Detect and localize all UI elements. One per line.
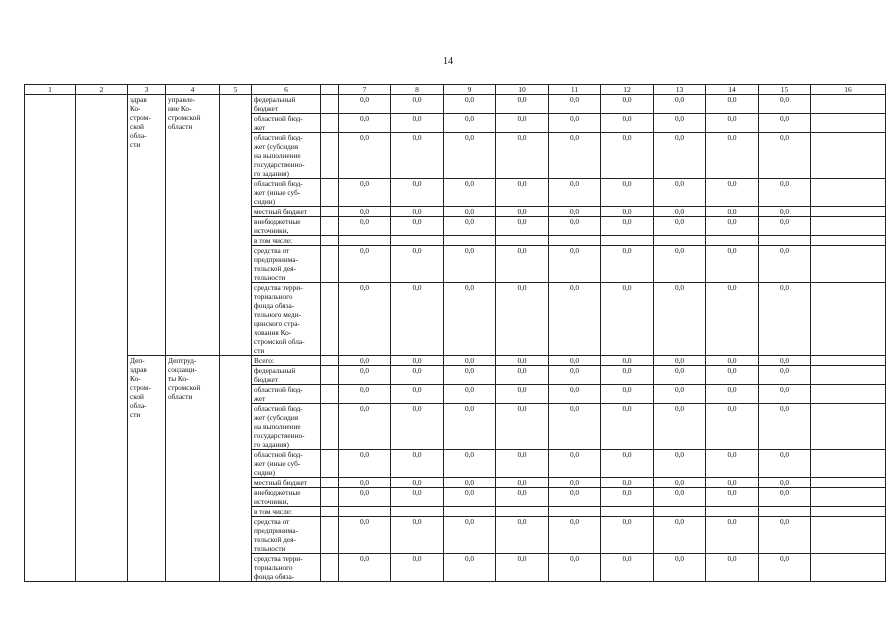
column-header: 11: [549, 85, 601, 95]
amount-cell: 0,0: [601, 114, 654, 133]
amount-cell: 0,0: [391, 95, 444, 114]
amount-cell: 0,0: [444, 283, 496, 356]
amount-cell: 0,0: [706, 450, 759, 478]
amount-cell: 0,0: [549, 246, 601, 283]
column-header: 8: [391, 85, 444, 95]
funding-source-label: областной бюд- жет (иные суб- сидии): [252, 179, 321, 207]
responsible-executor-cell: здрав Ко- стром- ской обла- сти: [128, 95, 166, 356]
amount-cell: 0,0: [706, 114, 759, 133]
amount-cell: 0,0: [601, 133, 654, 179]
spacer-cell: [321, 478, 339, 488]
spacer-cell: [321, 488, 339, 507]
amount-cell: 0,0: [601, 450, 654, 478]
amount-cell: 0,0: [444, 356, 496, 366]
co-executor-cell: Дептруд- соцзащи- ты Ко- стромской области: [166, 356, 220, 582]
amount-cell: 0,0: [339, 356, 391, 366]
amount-cell: 0,0: [706, 179, 759, 207]
budget-table: [24, 84, 886, 582]
amount-cell: 0,0: [654, 114, 706, 133]
amount-cell: 0,0: [339, 488, 391, 507]
page-number: 14: [443, 56, 453, 67]
amount-cell: 0,0: [444, 207, 496, 217]
amount-cell: 0,0: [339, 246, 391, 283]
funding-source-label: внебюджетные источники,: [252, 217, 321, 236]
amount-cell: 0,0: [759, 207, 811, 217]
col5-cell: [220, 95, 252, 356]
funding-source-label: федеральный бюджет: [252, 95, 321, 114]
column-header: 3: [128, 85, 166, 95]
col16-cell: [811, 95, 886, 114]
amount-cell: 0,0: [706, 404, 759, 450]
amount-cell: 0,0: [654, 517, 706, 554]
amount-cell: 0,0: [496, 488, 549, 507]
col16-cell: [811, 133, 886, 179]
amount-cell: 0,0: [391, 488, 444, 507]
col16-cell: [811, 507, 886, 517]
amount-cell: 0,0: [654, 356, 706, 366]
amount-cell: [601, 236, 654, 246]
column-header: 16: [811, 85, 886, 95]
amount-cell: 0,0: [654, 133, 706, 179]
spacer-cell: [321, 95, 339, 114]
amount-cell: 0,0: [601, 554, 654, 582]
amount-cell: 0,0: [759, 404, 811, 450]
amount-cell: 0,0: [496, 246, 549, 283]
col16-cell: [811, 404, 886, 450]
amount-cell: 0,0: [496, 356, 549, 366]
amount-cell: [391, 236, 444, 246]
amount-cell: 0,0: [496, 95, 549, 114]
funding-source-label: в том числе:: [252, 236, 321, 246]
amount-cell: 0,0: [601, 404, 654, 450]
amount-cell: 0,0: [391, 554, 444, 582]
amount-cell: 0,0: [549, 478, 601, 488]
amount-cell: 0,0: [339, 366, 391, 385]
amount-cell: 0,0: [339, 179, 391, 207]
col16-cell: [811, 114, 886, 133]
amount-cell: 0,0: [706, 207, 759, 217]
amount-cell: 0,0: [496, 133, 549, 179]
amount-cell: 0,0: [654, 283, 706, 356]
col16-cell: [811, 478, 886, 488]
amount-cell: [549, 507, 601, 517]
spacer-cell: [321, 517, 339, 554]
amount-cell: 0,0: [601, 283, 654, 356]
amount-cell: 0,0: [654, 478, 706, 488]
amount-cell: 0,0: [706, 488, 759, 507]
funding-source-label: местный бюджет: [252, 207, 321, 217]
amount-cell: 0,0: [706, 356, 759, 366]
amount-cell: 0,0: [496, 366, 549, 385]
funding-source-label: местный бюджет: [252, 478, 321, 488]
amount-cell: 0,0: [706, 554, 759, 582]
amount-cell: 0,0: [654, 488, 706, 507]
amount-cell: 0,0: [601, 356, 654, 366]
amount-cell: 0,0: [496, 450, 549, 478]
amount-cell: 0,0: [759, 95, 811, 114]
amount-cell: 0,0: [654, 246, 706, 283]
col2-cell: [76, 95, 128, 582]
amount-cell: 0,0: [601, 366, 654, 385]
amount-cell: 0,0: [706, 95, 759, 114]
amount-cell: 0,0: [706, 283, 759, 356]
amount-cell: 0,0: [759, 283, 811, 356]
col16-cell: [811, 450, 886, 478]
col16-cell: [811, 385, 886, 404]
amount-cell: 0,0: [444, 385, 496, 404]
column-header: 7: [339, 85, 391, 95]
amount-cell: 0,0: [444, 179, 496, 207]
amount-cell: [391, 507, 444, 517]
col16-cell: [811, 236, 886, 246]
amount-cell: 0,0: [339, 385, 391, 404]
amount-cell: 0,0: [444, 95, 496, 114]
spacer-cell: [321, 179, 339, 207]
amount-cell: 0,0: [654, 554, 706, 582]
col16-cell: [811, 366, 886, 385]
col5-cell: [220, 356, 252, 582]
amount-cell: 0,0: [339, 207, 391, 217]
spacer-cell: [321, 217, 339, 236]
amount-cell: 0,0: [391, 207, 444, 217]
amount-cell: 0,0: [759, 179, 811, 207]
amount-cell: 0,0: [496, 385, 549, 404]
funding-source-label: внебюджетные источники,: [252, 488, 321, 507]
amount-cell: [496, 507, 549, 517]
amount-cell: 0,0: [601, 217, 654, 236]
column-number-row: [25, 85, 886, 95]
col16-cell: [811, 246, 886, 283]
column-header: 9: [444, 85, 496, 95]
amount-cell: 0,0: [444, 133, 496, 179]
amount-cell: 0,0: [759, 517, 811, 554]
col16-cell: [811, 207, 886, 217]
amount-cell: 0,0: [759, 366, 811, 385]
amount-cell: 0,0: [549, 179, 601, 207]
amount-cell: 0,0: [339, 450, 391, 478]
amount-cell: 0,0: [444, 366, 496, 385]
amount-cell: 0,0: [391, 356, 444, 366]
amount-cell: 0,0: [391, 246, 444, 283]
col16-cell: [811, 283, 886, 356]
amount-cell: 0,0: [496, 478, 549, 488]
amount-cell: 0,0: [706, 478, 759, 488]
amount-cell: [601, 507, 654, 517]
amount-cell: 0,0: [496, 554, 549, 582]
co-executor-cell: управле- ние Ко- стромской области: [166, 95, 220, 356]
amount-cell: 0,0: [496, 179, 549, 207]
col16-cell: [811, 356, 886, 366]
spacer-cell: [321, 404, 339, 450]
amount-cell: 0,0: [654, 179, 706, 207]
funding-source-label: в том числе:: [252, 507, 321, 517]
amount-cell: 0,0: [549, 404, 601, 450]
amount-cell: 0,0: [339, 517, 391, 554]
amount-cell: 0,0: [496, 283, 549, 356]
spacer-cell: [321, 507, 339, 517]
table-row: [25, 356, 886, 366]
amount-cell: [706, 507, 759, 517]
amount-cell: 0,0: [549, 385, 601, 404]
amount-cell: 0,0: [549, 95, 601, 114]
amount-cell: 0,0: [444, 450, 496, 478]
column-header: 15: [759, 85, 811, 95]
col16-cell: [811, 554, 886, 582]
amount-cell: [549, 236, 601, 246]
amount-cell: 0,0: [339, 95, 391, 114]
column-header: 10: [496, 85, 549, 95]
amount-cell: 0,0: [339, 554, 391, 582]
table-row: [25, 95, 886, 114]
amount-cell: [339, 507, 391, 517]
amount-cell: 0,0: [601, 517, 654, 554]
amount-cell: 0,0: [444, 217, 496, 236]
spacer-cell: [321, 366, 339, 385]
amount-cell: 0,0: [601, 207, 654, 217]
amount-cell: 0,0: [654, 450, 706, 478]
amount-cell: 0,0: [759, 114, 811, 133]
amount-cell: 0,0: [759, 133, 811, 179]
spacer-cell: [321, 207, 339, 217]
amount-cell: 0,0: [706, 133, 759, 179]
amount-cell: [444, 507, 496, 517]
spacer-cell: [321, 283, 339, 356]
amount-cell: 0,0: [339, 404, 391, 450]
amount-cell: 0,0: [654, 366, 706, 385]
col16-cell: [811, 217, 886, 236]
amount-cell: [654, 507, 706, 517]
amount-cell: 0,0: [391, 366, 444, 385]
amount-cell: [759, 507, 811, 517]
amount-cell: 0,0: [444, 478, 496, 488]
amount-cell: 0,0: [654, 385, 706, 404]
amount-cell: 0,0: [496, 517, 549, 554]
spacer-cell: [321, 450, 339, 478]
amount-cell: 0,0: [549, 517, 601, 554]
funding-source-label: областной бюд- жет: [252, 114, 321, 133]
amount-cell: 0,0: [759, 246, 811, 283]
amount-cell: 0,0: [391, 385, 444, 404]
amount-cell: 0,0: [601, 385, 654, 404]
amount-cell: 0,0: [549, 283, 601, 356]
amount-cell: [444, 236, 496, 246]
amount-cell: 0,0: [654, 207, 706, 217]
amount-cell: 0,0: [601, 246, 654, 283]
spacer-cell: [321, 246, 339, 283]
amount-cell: 0,0: [549, 356, 601, 366]
amount-cell: 0,0: [339, 133, 391, 179]
amount-cell: 0,0: [549, 217, 601, 236]
amount-cell: 0,0: [654, 404, 706, 450]
spacer-cell: [321, 385, 339, 404]
amount-cell: 0,0: [601, 488, 654, 507]
funding-source-label: федеральный бюджет: [252, 366, 321, 385]
amount-cell: 0,0: [759, 478, 811, 488]
amount-cell: [496, 236, 549, 246]
spacer-cell: [321, 133, 339, 179]
column-header: 13: [654, 85, 706, 95]
amount-cell: 0,0: [706, 217, 759, 236]
spacer-cell: [321, 114, 339, 133]
funding-source-label: Всего:: [252, 356, 321, 366]
amount-cell: 0,0: [549, 554, 601, 582]
amount-cell: 0,0: [391, 133, 444, 179]
column-header: 6: [252, 85, 321, 95]
funding-source-label: областной бюд- жет (субсидия на выполнение государственно- го задания): [252, 133, 321, 179]
column-header: [321, 85, 339, 95]
amount-cell: 0,0: [759, 488, 811, 507]
amount-cell: 0,0: [549, 488, 601, 507]
amount-cell: 0,0: [601, 95, 654, 114]
amount-cell: [706, 236, 759, 246]
amount-cell: 0,0: [391, 217, 444, 236]
amount-cell: 0,0: [339, 283, 391, 356]
amount-cell: [339, 236, 391, 246]
amount-cell: [654, 236, 706, 246]
amount-cell: 0,0: [444, 246, 496, 283]
amount-cell: 0,0: [759, 356, 811, 366]
amount-cell: 0,0: [444, 517, 496, 554]
column-header: 1: [25, 85, 76, 95]
column-header: 5: [220, 85, 252, 95]
col16-cell: [811, 488, 886, 507]
amount-cell: 0,0: [706, 246, 759, 283]
amount-cell: 0,0: [391, 450, 444, 478]
column-header: 12: [601, 85, 654, 95]
funding-source-label: средства от предпринима- тельской дея- тельности: [252, 517, 321, 554]
responsible-executor-cell: Деп- здрав Ко- стром- ской обла- сти: [128, 356, 166, 582]
amount-cell: 0,0: [759, 554, 811, 582]
funding-source-label: областной бюд- жет (иные суб- сидии): [252, 450, 321, 478]
amount-cell: 0,0: [706, 517, 759, 554]
col16-cell: [811, 517, 886, 554]
funding-source-label: областной бюд- жет: [252, 385, 321, 404]
table-body: [25, 95, 886, 582]
amount-cell: 0,0: [391, 283, 444, 356]
amount-cell: 0,0: [444, 488, 496, 507]
funding-source-label: средства от предпринима- тельской дея- тельности: [252, 246, 321, 283]
amount-cell: 0,0: [549, 114, 601, 133]
col1-cell: [25, 95, 76, 582]
amount-cell: 0,0: [706, 385, 759, 404]
column-header: 4: [166, 85, 220, 95]
amount-cell: 0,0: [549, 366, 601, 385]
amount-cell: 0,0: [444, 114, 496, 133]
amount-cell: 0,0: [496, 207, 549, 217]
amount-cell: 0,0: [759, 385, 811, 404]
amount-cell: 0,0: [549, 207, 601, 217]
amount-cell: 0,0: [549, 450, 601, 478]
amount-cell: 0,0: [339, 114, 391, 133]
amount-cell: 0,0: [654, 217, 706, 236]
spacer-cell: [321, 236, 339, 246]
spacer-cell: [321, 554, 339, 582]
amount-cell: 0,0: [496, 114, 549, 133]
amount-cell: 0,0: [601, 179, 654, 207]
column-header: 14: [706, 85, 759, 95]
amount-cell: 0,0: [549, 133, 601, 179]
column-header: 2: [76, 85, 128, 95]
funding-source-label: средства терри- ториального фонда обяза-: [252, 554, 321, 582]
amount-cell: 0,0: [391, 404, 444, 450]
amount-cell: 0,0: [759, 450, 811, 478]
amount-cell: 0,0: [444, 554, 496, 582]
amount-cell: 0,0: [759, 217, 811, 236]
amount-cell: 0,0: [339, 217, 391, 236]
amount-cell: 0,0: [391, 478, 444, 488]
amount-cell: 0,0: [391, 179, 444, 207]
amount-cell: 0,0: [391, 114, 444, 133]
amount-cell: 0,0: [706, 366, 759, 385]
col16-cell: [811, 179, 886, 207]
amount-cell: 0,0: [391, 517, 444, 554]
amount-cell: 0,0: [496, 217, 549, 236]
amount-cell: 0,0: [654, 95, 706, 114]
amount-cell: 0,0: [339, 478, 391, 488]
funding-source-label: областной бюд- жет (субсидия на выполнение государственно- го задания): [252, 404, 321, 450]
amount-cell: 0,0: [444, 404, 496, 450]
amount-cell: 0,0: [496, 404, 549, 450]
funding-source-label: средства терри- ториального фонда обяза- тельного меди- цинского стра- хования Ко- стромской обла- сти: [252, 283, 321, 356]
amount-cell: [759, 236, 811, 246]
amount-cell: 0,0: [601, 478, 654, 488]
spacer-cell: [321, 356, 339, 366]
